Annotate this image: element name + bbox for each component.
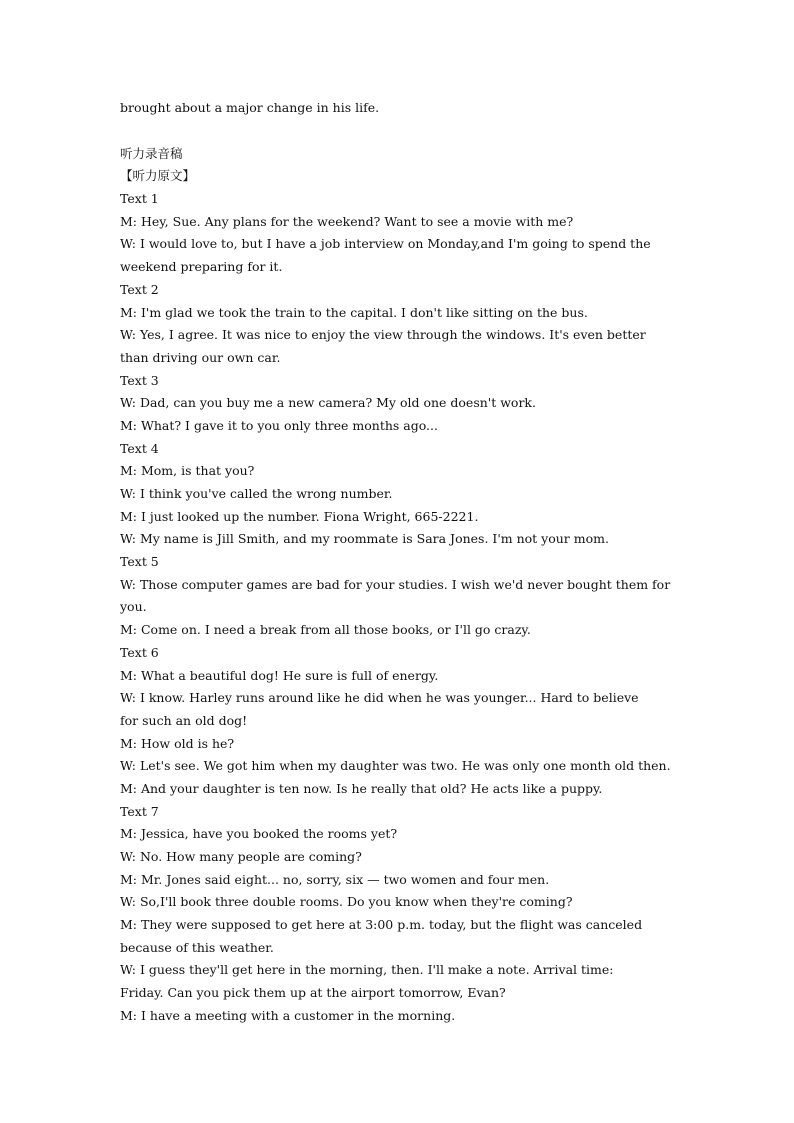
document-page: [120, 97, 680, 1028]
transcript-line: W: I would love to, but I have a job interview on Monday,and I'm going to spend the: [120, 236, 651, 252]
transcript-line: M: Come on. I need a break from all those books, or I'll go crazy.: [120, 622, 531, 638]
transcript-line: W: I know. Harley runs around like he did when he was younger... Hard to believe: [120, 690, 639, 706]
transcript-line: Text 4: [120, 440, 159, 456]
transcript-line: weekend preparing for it.: [120, 259, 283, 275]
transcript-line: M: What a beautiful dog! He sure is full of energy.: [120, 667, 439, 683]
transcript-line: M: What? I gave it to you only three months ago...: [120, 417, 438, 433]
transcript-line: Text 3: [120, 372, 159, 388]
transcript-line: you.: [120, 599, 147, 615]
transcript-line: M: I just looked up the number. Fiona Wright, 665-2221.: [120, 508, 479, 524]
transcript-line: W: I think you've called the wrong number.: [120, 486, 393, 501]
transcript-line: W: I guess they'll get here in the morning, then. I'll make a note. Arrival time:: [120, 962, 614, 978]
transcript-line: Text 2: [120, 281, 159, 297]
section-title: 听力录音稿: [120, 145, 183, 161]
transcript-line: for such an old dog!: [120, 712, 248, 728]
transcript-line: W: Let's see. We got him when my daughter was two. He was only one month old then.: [120, 758, 671, 774]
transcript-line: Text 7: [120, 803, 159, 819]
transcript-line: because of this weather.: [120, 939, 274, 955]
transcript-line: M: I have a meeting with a customer in the morning.: [120, 1007, 456, 1023]
transcript-line: W: No. How many people are coming?: [120, 849, 362, 864]
transcript-line: W: My name is Jill Smith, and my roommate is Sara Jones. I'm not your mom.: [120, 531, 609, 547]
transcript-line: M: Mom, is that you?: [120, 463, 255, 479]
transcript-line: M: Mr. Jones said eight... no, sorry, six — two women and four men.: [120, 871, 550, 887]
transcript-line: M: Jessica, have you booked the rooms yet?: [120, 826, 398, 842]
transcript-line: M: And your daughter is ten now. Is he really that old? He acts like a puppy.: [120, 780, 603, 796]
transcript-line: W: Dad, can you buy me a new camera? My old one doesn't work.: [120, 395, 536, 411]
transcript-line: M: How old is he?: [120, 735, 235, 751]
transcript-line: Text 6: [120, 644, 159, 660]
transcript-line: M: They were supposed to get here at 3:00 p.m. today, but the flight was canceled: [120, 917, 643, 933]
transcript-line: than driving our own car.: [120, 349, 281, 365]
transcript-line: W: So,I'll book three double rooms. Do you know when they're coming?: [120, 894, 573, 910]
transcript-line: M: Hey, Sue. Any plans for the weekend? Want to see a movie with me?: [120, 213, 574, 229]
transcript-line: Text 1: [120, 191, 159, 207]
section-subtitle: 【听力原文】: [120, 168, 196, 184]
transcript-line: W: Those computer games are bad for your studies. I wish we'd never bought them for: [120, 576, 671, 592]
intro-line: brought about a major change in his life.: [120, 100, 380, 115]
transcript-line: M: I'm glad we took the train to the capital. I don't like sitting on the bus.: [120, 304, 588, 320]
transcript-line: W: Yes, I agree. It was nice to enjoy the view through the windows. It's even better: [120, 327, 646, 343]
transcript-body: [120, 188, 680, 1027]
paragraph-gap: [120, 120, 680, 143]
transcript-line: Friday. Can you pick them up at the airport tomorrow, Evan?: [120, 985, 506, 1001]
transcript-line: Text 5: [120, 554, 159, 570]
